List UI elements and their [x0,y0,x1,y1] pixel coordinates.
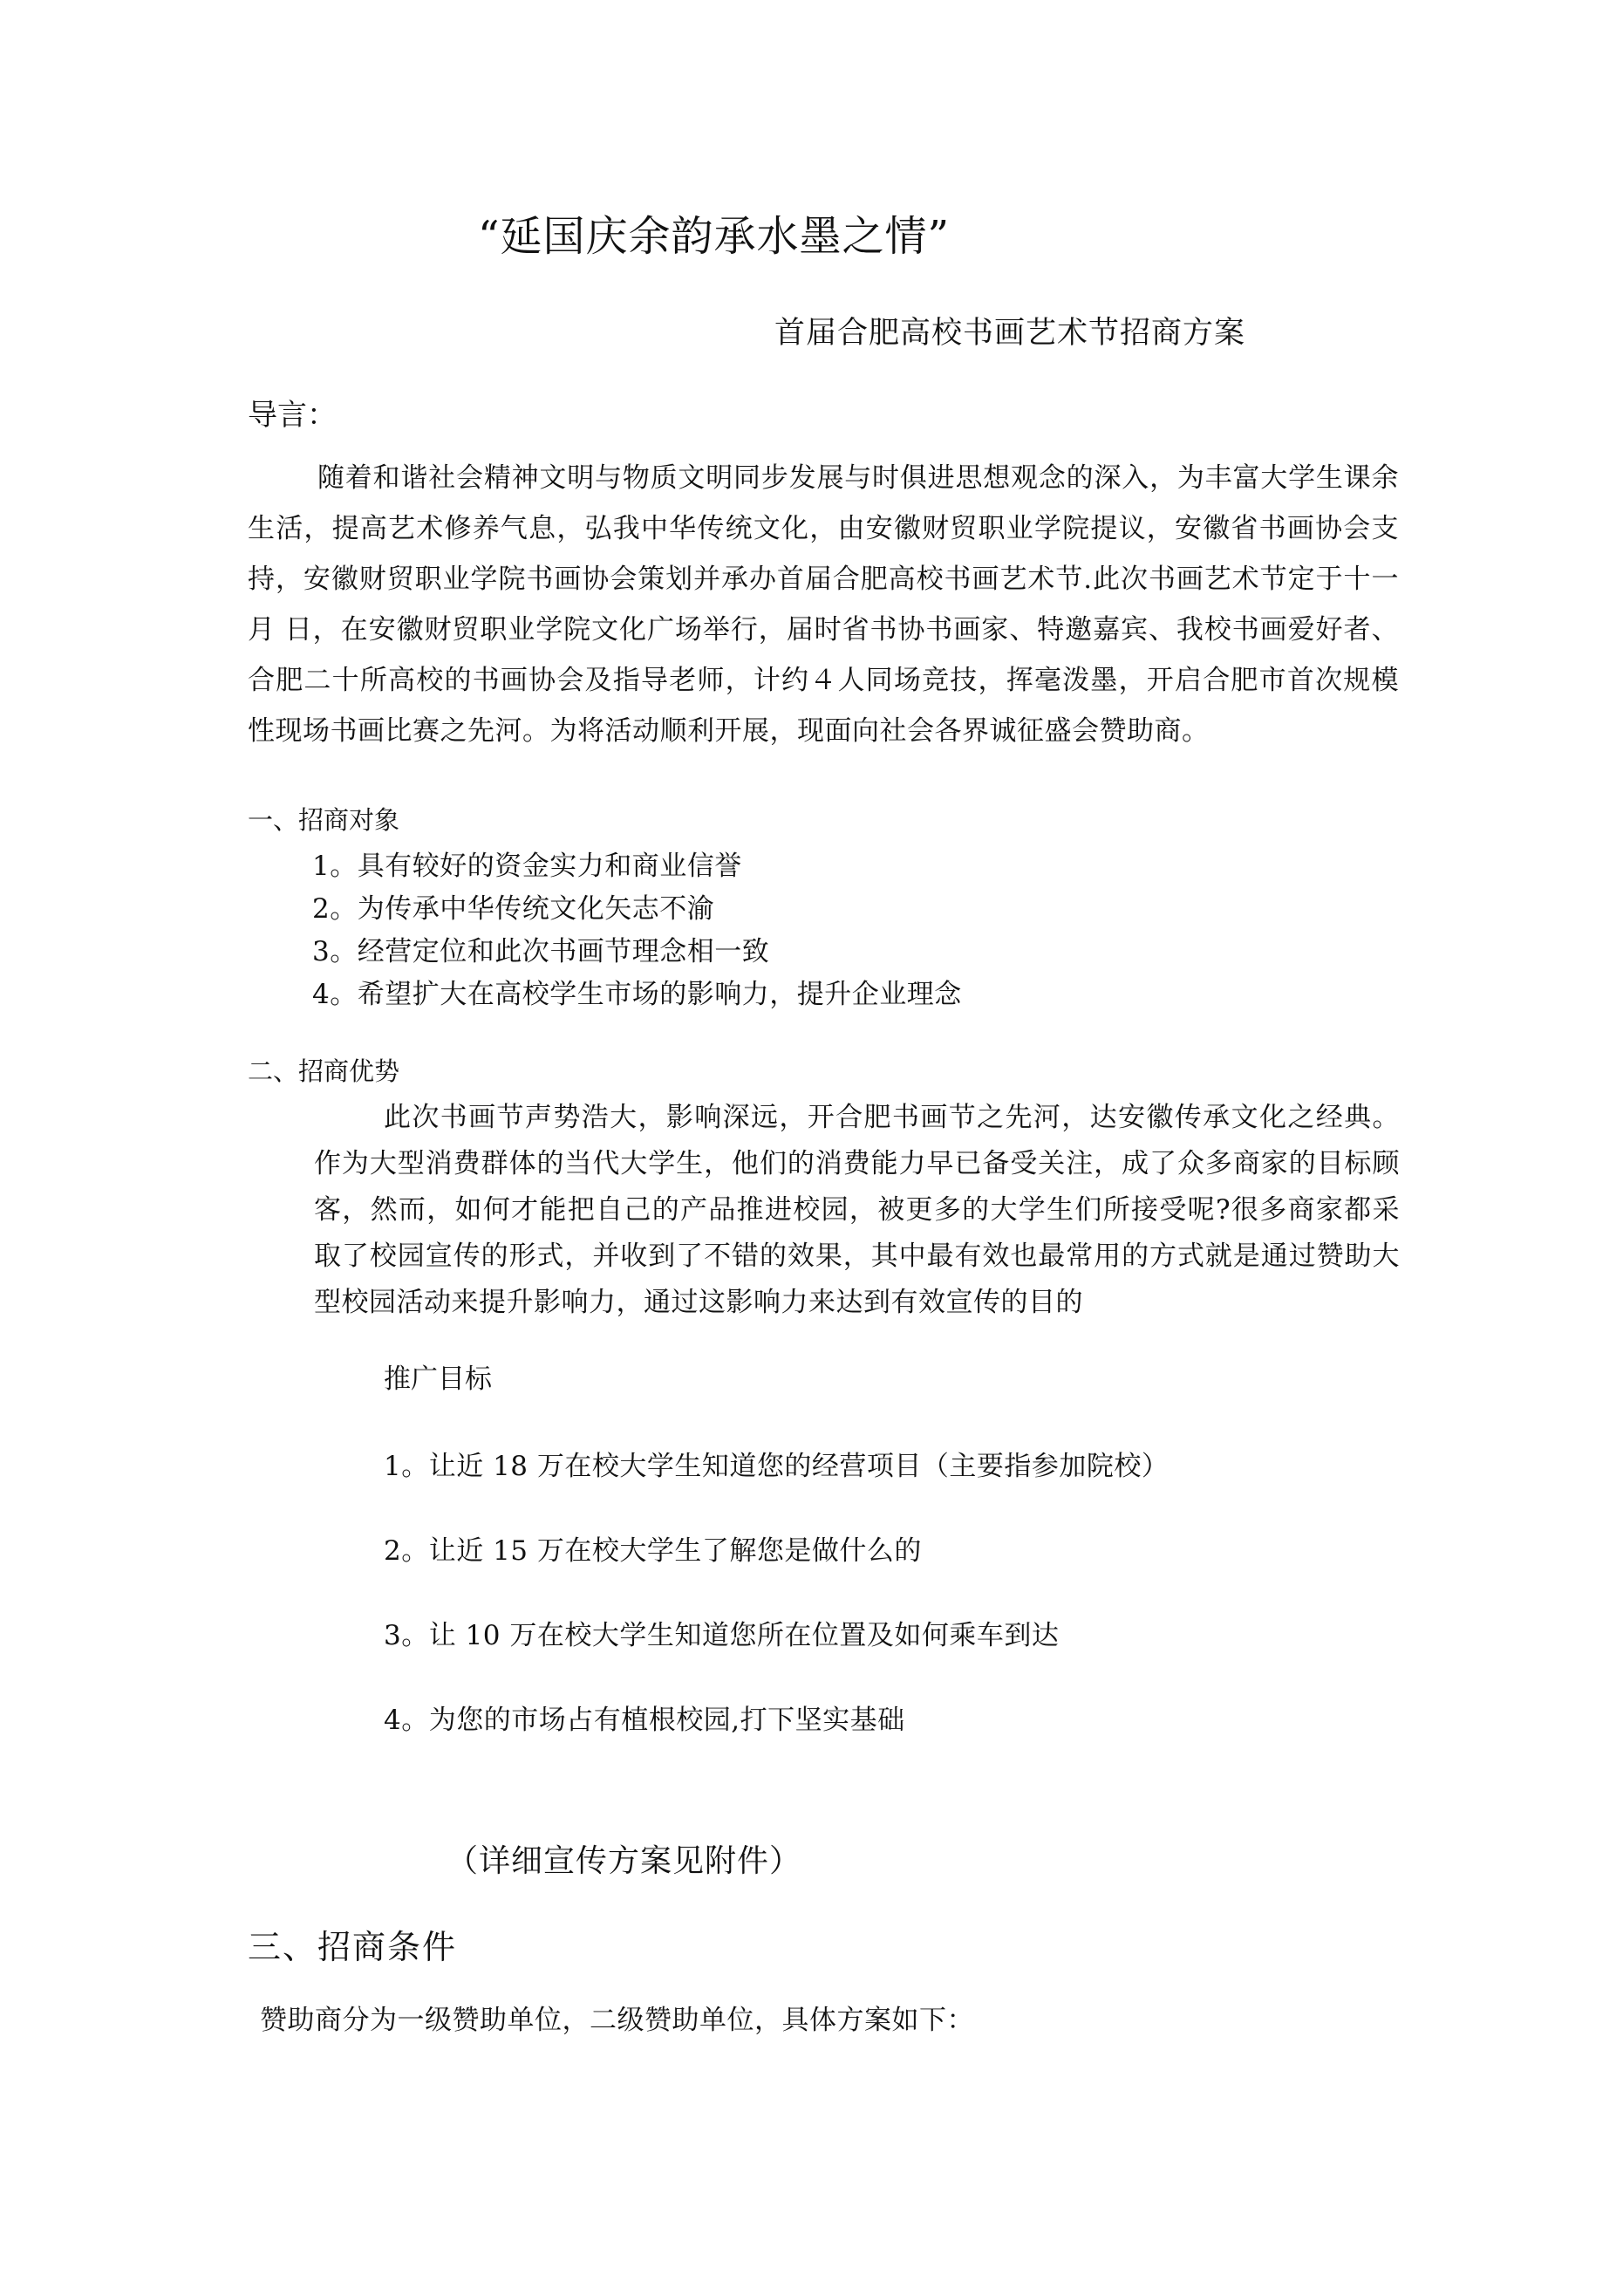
sponsor-levels-text: 赞助商分为一级赞助单位，二级赞助单位，具体方案如下： [260,2005,974,2036]
promotion-goals-heading: 推广目标 [384,1363,492,1395]
list-item: 4。希望扩大在高校学生市场的影响力，提升企业理念 [312,979,962,1010]
document-subtitle: 首届合肥高校书画艺术节招商方案 [774,316,1246,351]
intro-paragraph: 随着和谐社会精神文明与物质文明同步发展与时俱进思想观念的深入，为丰富大学生课余生活，提高艺术修养气息，弘我中华传统文化，由安徽财贸职业学院提议，安徽省书画协会支持，安徽财贸职业学院书画协会策划并承办首届合肥高校书画艺术节.此次书画艺术节定于十一月 日，在安徽财贸职业学院文化广场举行，届时省书协书画家、特邀嘉宾、我校书画爱好者、合肥二十所高校的书画协会及指导老师，计约４人同场竞技，挥毫泼墨，开启合肥市首次规模性现场书画比赛之先河。为将活动顺利开展，现面向社会各界诚征盛会赞助商。 [248,462,1399,747]
advantage-paragraph: 此次书画节声势浩大，影响深远，开合肥书画节之先河，达安徽传承文化之经典。作为大型消费群体的当代大学生，他们的消费能力早已备受关注，成了众多商家的目标顾客，然而，如何才能把自己的产品推进校园，被更多的大学生们所接受呢?很多商家都采取了校园宣传的形式，并收到了不错的效果，其中最有效也最常用的方式就是通过赞助大型校园活动来提升影响力，通过这影响力来达到有效宣传的目的 [314,1102,1400,1318]
document-title: “延国庆余韵承水墨之情” [478,212,951,261]
section2-heading: 二、招商优势 [248,1056,400,1086]
section3-heading: 三、招商条件 [248,1928,458,1966]
list-item: 1。具有较好的资金实力和商业信誉 [312,851,742,882]
goal-item: 1。让近 18 万在校大学生知道您的经营项目（主要指参加院校） [384,1451,1170,1482]
goal-item: 4。为您的市场占有植根校园,打下坚实基础 [384,1705,905,1736]
intro-heading: 导言： [248,398,337,433]
goal-item: 2。让近 15 万在校大学生了解您是做什么的 [384,1535,922,1567]
list-item: 3。经营定位和此次书画节理念相一致 [312,936,770,967]
goal-item: 3。让 10 万在校大学生知道您所在位置及如何乘车到达 [384,1620,1060,1651]
list-item: 2。为传承中华传统文化矢志不渝 [312,893,715,925]
attachment-note: （详细宣传方案见附件） [447,1843,802,1879]
section1-heading: 一、招商对象 [248,805,400,835]
